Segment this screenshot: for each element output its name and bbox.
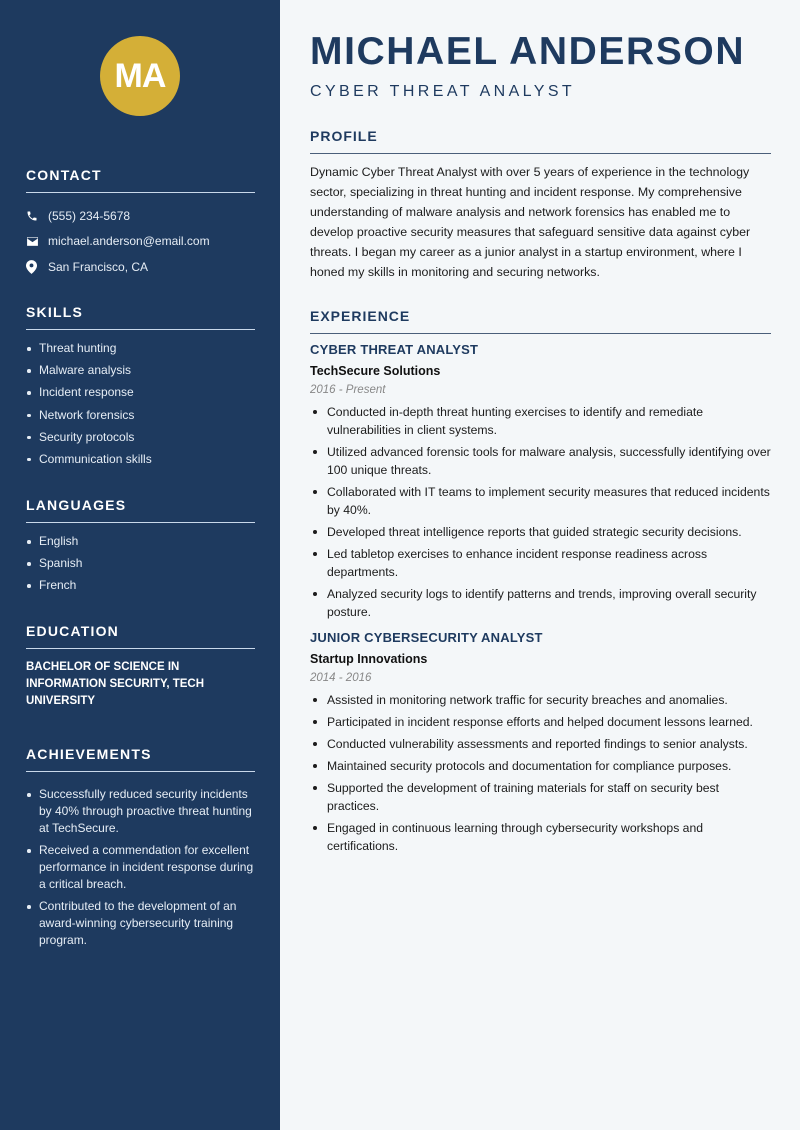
job-bullet: Analyzed security logs to identify patterns and trends, improving overall security posture. <box>310 585 771 621</box>
achievements-heading: ACHIEVEMENTS <box>26 746 255 772</box>
job-role: CYBER THREAT ANALYST <box>310 342 479 357</box>
skill-item: Incident response <box>26 384 255 406</box>
experience-heading: EXPERIENCE <box>310 308 771 334</box>
languages-section <box>26 497 255 600</box>
location-pin-icon <box>26 260 48 274</box>
profile-heading: PROFILE <box>310 128 771 154</box>
languages-list <box>26 533 255 600</box>
job-bullet: Supported the development of training materials for staff on security best practices. <box>310 779 771 815</box>
experience-section <box>310 308 771 864</box>
skill-item: Threat hunting <box>26 340 255 362</box>
contact-section <box>26 167 255 280</box>
skill-item: Malware analysis <box>26 362 255 384</box>
avatar-initials: MA <box>114 56 166 95</box>
skill-item: Network forensics <box>26 407 255 429</box>
job-bullet: Conducted vulnerability assessments and reported findings to senior analysts. <box>310 735 771 753</box>
job-bullet: Conducted in-depth threat hunting exercises to identify and remediate vulnerabilities in client systems. <box>310 403 771 439</box>
job-bullet: Collaborated with IT teams to implement security measures that reduced incidents by 40%. <box>310 483 771 519</box>
job-bullet: Engaged in continuous learning through cybersecurity workshops and certifications. <box>310 819 771 855</box>
job-bullet: Maintained security protocols and documentation for compliance purposes. <box>310 757 771 775</box>
candidate-name: MICHAEL ANDERSON <box>310 30 746 73</box>
contact-location <box>26 254 255 280</box>
job-bullet: Led tabletop exercises to enhance incident response readiness across departments. <box>310 545 771 581</box>
language-item: English <box>26 533 255 555</box>
education-heading: EDUCATION <box>26 623 255 649</box>
language-item: French <box>26 577 255 599</box>
phone-icon <box>26 210 48 222</box>
job-bullets <box>310 403 771 621</box>
skill-item: Communication skills <box>26 451 255 473</box>
email-icon <box>26 236 48 247</box>
contact-phone <box>26 203 255 229</box>
candidate-title: CYBER THREAT ANALYST <box>310 83 576 100</box>
job-entry <box>310 342 771 621</box>
contact-heading: CONTACT <box>26 167 255 193</box>
language-item: Spanish <box>26 555 255 577</box>
email-text[interactable]: michael.anderson@email.com <box>48 234 210 249</box>
job-bullets <box>310 691 771 855</box>
job-bullet: Utilized advanced forensic tools for malware analysis, successfully identifying over 100 unique threats. <box>310 443 771 479</box>
job-entry <box>310 630 771 855</box>
skills-list <box>26 340 255 473</box>
job-company: Startup Innovations <box>310 652 428 666</box>
education-section <box>26 623 255 710</box>
profile-summary: Dynamic Cyber Threat Analyst with over 5 years of experience in the technology sector, specializing in threat hunting and incident response. My comprehensive understanding of malware analysis and network forensics has enabled me to develop proactive security measures that safeguard sensitive data against cyber threats. I began my career as a junior analyst in a startup environment, where I honed my skills in monitoring and securing networks. <box>310 165 751 279</box>
job-role: JUNIOR CYBERSECURITY ANALYST <box>310 630 543 645</box>
sidebar <box>0 0 280 1130</box>
job-bullet: Assisted in monitoring network traffic for security breaches and anomalies. <box>310 691 771 709</box>
education-degree: BACHELOR OF SCIENCE IN INFORMATION SECURITY, TECH UNIVERSITY <box>26 661 205 707</box>
achievement-item: Received a commendation for excellent performance in incident response during a critical breach. <box>26 842 255 893</box>
job-dates: 2016 - Present <box>310 384 386 396</box>
contact-email <box>26 229 255 255</box>
phone-text[interactable]: (555) 234-5678 <box>48 208 131 223</box>
achievements-list <box>26 786 255 949</box>
job-bullet: Developed threat intelligence reports that guided strategic security decisions. <box>310 523 771 541</box>
job-company: TechSecure Solutions <box>310 364 441 378</box>
location-text: San Francisco, CA <box>48 259 149 274</box>
skills-heading: SKILLS <box>26 304 255 330</box>
achievement-item: Contributed to the development of an award-winning cybersecurity training program. <box>26 898 255 949</box>
achievement-item: Successfully reduced security incidents by 40% through proactive threat hunting at TechSecure. <box>26 786 255 837</box>
achievements-section <box>26 746 255 954</box>
skills-section <box>26 304 255 473</box>
skill-item: Security protocols <box>26 429 255 451</box>
job-dates: 2014 - 2016 <box>310 672 372 684</box>
job-bullet: Participated in incident response efforts and helped document lessons learned. <box>310 713 771 731</box>
profile-section <box>310 128 771 282</box>
avatar <box>100 36 180 116</box>
languages-heading: LANGUAGES <box>26 497 255 523</box>
